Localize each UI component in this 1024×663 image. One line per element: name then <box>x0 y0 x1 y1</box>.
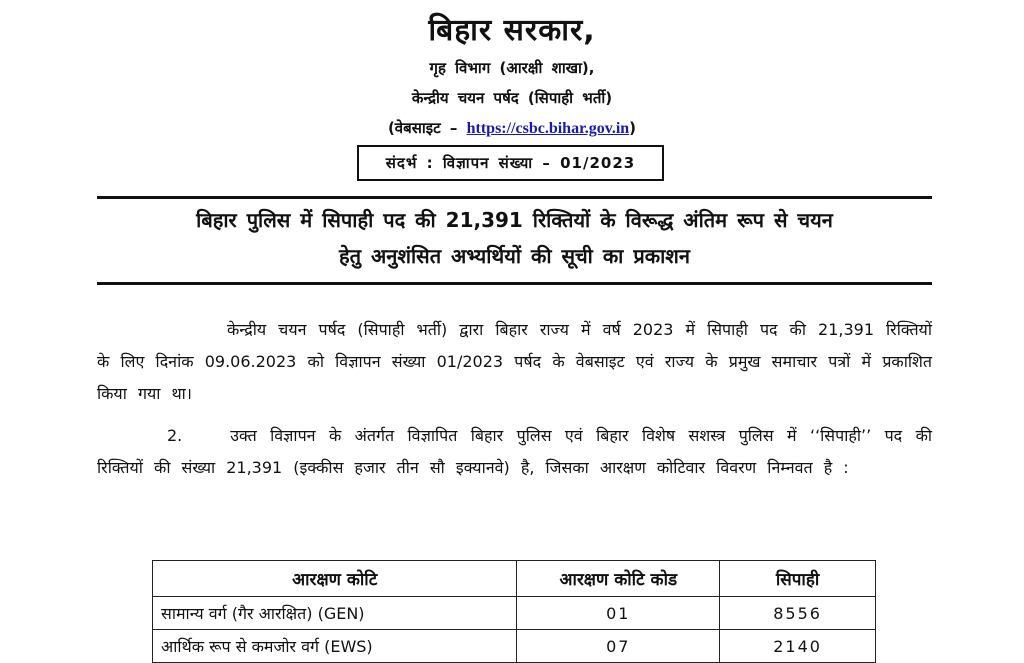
department-name: गृह विभाग (आरक्षी शाखा), <box>429 59 595 77</box>
subject-line-1: बिहार पुलिस में सिपाही पद की 21,391 रिक्तियों के विरूद्ध अंतिम रूप से चयन <box>196 208 833 232</box>
paragraph-number: 2. <box>167 426 183 445</box>
paragraph-2 <box>97 420 932 484</box>
row-count: 8556 <box>720 597 876 630</box>
row-count: 2140 <box>720 630 876 663</box>
header-code: आरक्षण कोटि कोड <box>517 561 720 597</box>
paragraph-2-text: उक्त विज्ञापन के अंतर्गत विज्ञापित बिहार पुलिस एवं बिहार विशेष सशस्त्र पुलिस में ‘‘सिपाही’’ पद की रिक्तियों की संख्या 21,391 (इक्कीस हजार तीन सौ इक्यानवे) है, जिसका आरक्षण कोटिवार विवरण निम्नवत है : <box>97 426 932 477</box>
row-code: 01 <box>517 597 720 630</box>
website-suffix: ) <box>629 119 637 137</box>
table-header-row <box>153 561 876 597</box>
reservation-table <box>152 560 876 663</box>
table-row <box>153 597 876 630</box>
board-name: केन्द्रीय चयन पर्षद (सिपाही भर्ती) <box>411 89 613 107</box>
paragraph-1: केन्द्रीय चयन पर्षद (सिपाही भर्ती) द्वारा बिहार राज्य में वर्ष 2023 में सिपाही पद की 21,391 रिक्तियों के लिए दिनांक 09.06.2023 को विज्ञापन संख्या 01/2023 पर्षद के वेबसाइट एवं राज्य के प्रमुख समाचार पत्रों में प्रकाशित किया गया था। <box>97 320 932 403</box>
header-constable: सिपाही <box>720 561 876 597</box>
government-title: बिहार सरकार, <box>428 13 596 48</box>
website-line <box>0 118 1024 138</box>
row-category: सामान्य वर्ग (गैर आरक्षित) (GEN) <box>153 597 517 630</box>
website-link[interactable]: https://csbc.bihar.gov.in <box>466 120 630 137</box>
reference-text: संदर्भ : विज्ञापन संख्या – 01/2023 <box>385 154 636 172</box>
website-prefix: (वेबसाइट – <box>387 119 467 137</box>
divider-bottom <box>97 282 932 285</box>
row-code: 07 <box>517 630 720 663</box>
table-row <box>153 630 876 663</box>
header-category: आरक्षण कोटि <box>153 561 517 597</box>
divider-top <box>97 196 932 199</box>
row-category: आर्थिक रूप से कमजोर वर्ग (EWS) <box>153 630 517 663</box>
subject-heading <box>97 202 932 274</box>
reference-box <box>357 145 664 181</box>
subject-line-2: हेतु अनुशंसित अभ्यर्थियों की सूची का प्रकाशन <box>339 244 690 268</box>
